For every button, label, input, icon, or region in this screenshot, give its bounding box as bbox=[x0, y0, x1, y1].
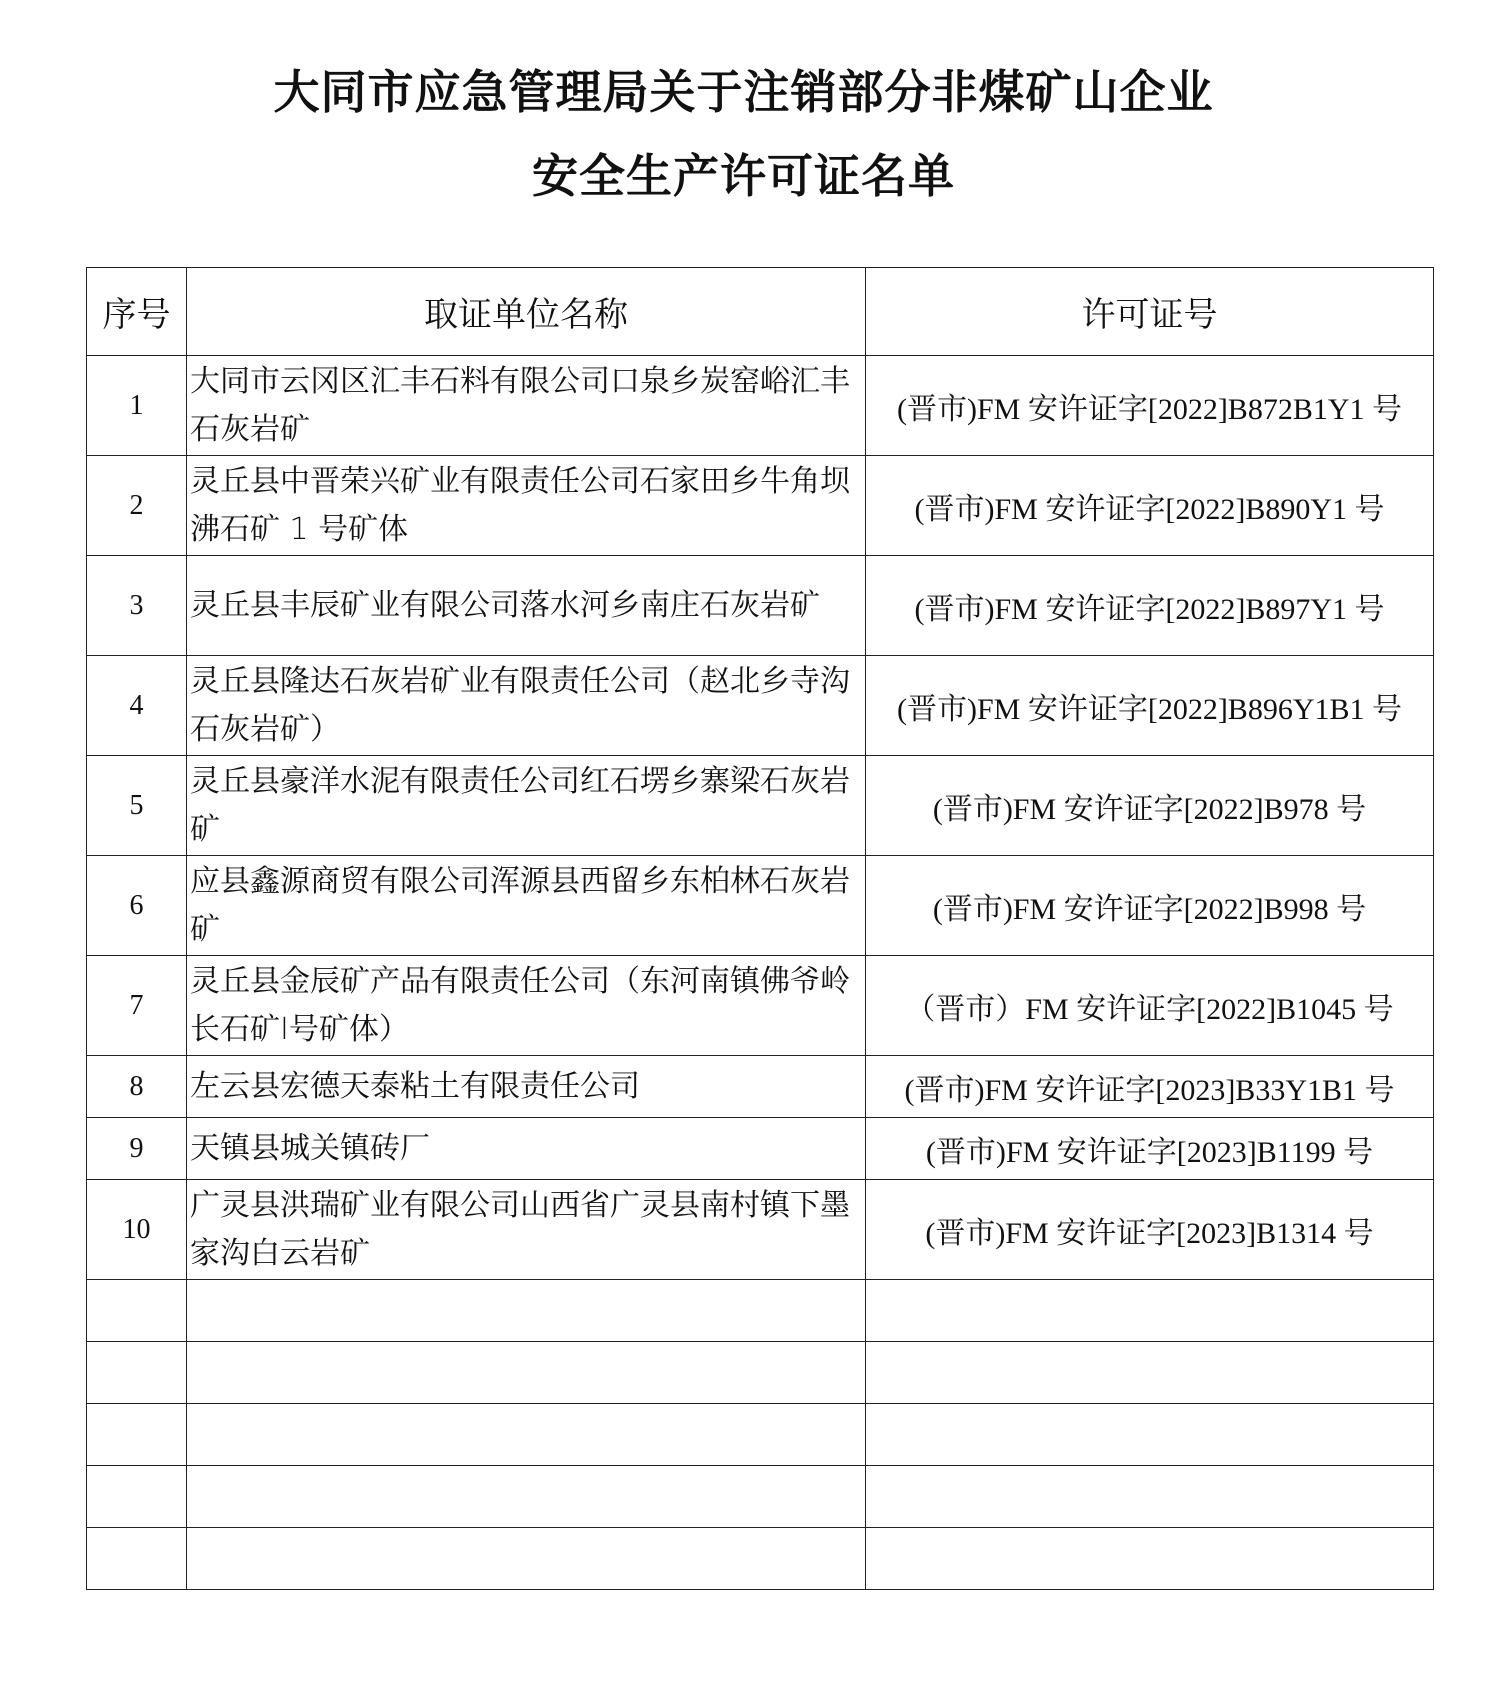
empty-row bbox=[87, 1280, 1434, 1342]
company-name: 大同市云冈区汇丰石料有限公司口泉乡炭窑峪汇丰石灰岩矿 bbox=[187, 356, 866, 456]
table-row bbox=[87, 756, 1434, 856]
row-number: 9 bbox=[87, 1118, 187, 1180]
table-header-row bbox=[87, 268, 1434, 356]
row-number: 8 bbox=[87, 1056, 187, 1118]
empty-cell bbox=[187, 1280, 866, 1342]
table-row bbox=[87, 856, 1434, 956]
company-name: 左云县宏德天泰粘土有限责任公司 bbox=[187, 1056, 866, 1118]
header-license: 许可证号 bbox=[866, 268, 1434, 356]
license-number: (晋市)FM 安许证字[2023]B1314 号 bbox=[866, 1180, 1434, 1280]
empty-cell bbox=[87, 1404, 187, 1466]
empty-cell bbox=[87, 1342, 187, 1404]
license-number: （晋市）FM 安许证字[2022]B1045 号 bbox=[866, 956, 1434, 1056]
license-number: (晋市)FM 安许证字[2022]B998 号 bbox=[866, 856, 1434, 956]
document-title-line1: 大同市应急管理局关于注销部分非煤矿山企业 bbox=[273, 65, 1214, 119]
empty-cell bbox=[187, 1528, 866, 1590]
document-title-line2: 安全生产许可证名单 bbox=[532, 149, 955, 203]
header-name: 取证单位名称 bbox=[187, 268, 866, 356]
license-number: (晋市)FM 安许证字[2022]B897Y1 号 bbox=[866, 556, 1434, 656]
empty-row bbox=[87, 1342, 1434, 1404]
empty-cell bbox=[866, 1528, 1434, 1590]
license-number: (晋市)FM 安许证字[2022]B872B1Y1 号 bbox=[866, 356, 1434, 456]
company-name: 灵丘县豪洋水泥有限责任公司红石塄乡寨梁石灰岩矿 bbox=[187, 756, 866, 856]
company-name: 灵丘县隆达石灰岩矿业有限责任公司（赵北乡寺沟石灰岩矿） bbox=[187, 656, 866, 756]
row-number: 7 bbox=[87, 956, 187, 1056]
license-number: (晋市)FM 安许证字[2022]B896Y1B1 号 bbox=[866, 656, 1434, 756]
table-row bbox=[87, 1180, 1434, 1280]
row-number: 5 bbox=[87, 756, 187, 856]
company-name: 天镇县城关镇砖厂 bbox=[187, 1118, 866, 1180]
row-number: 6 bbox=[87, 856, 187, 956]
license-number: (晋市)FM 安许证字[2023]B1199 号 bbox=[866, 1118, 1434, 1180]
row-number: 4 bbox=[87, 656, 187, 756]
table-row bbox=[87, 456, 1434, 556]
empty-cell bbox=[866, 1404, 1434, 1466]
empty-cell bbox=[866, 1280, 1434, 1342]
license-number: (晋市)FM 安许证字[2022]B890Y1 号 bbox=[866, 456, 1434, 556]
license-number: (晋市)FM 安许证字[2023]B33Y1B1 号 bbox=[866, 1056, 1434, 1118]
company-name: 应县鑫源商贸有限公司浑源县西留乡东柏林石灰岩矿 bbox=[187, 856, 866, 956]
empty-cell bbox=[87, 1466, 187, 1528]
empty-cell bbox=[87, 1280, 187, 1342]
table-row bbox=[87, 356, 1434, 456]
empty-cell bbox=[866, 1342, 1434, 1404]
table-row bbox=[87, 956, 1434, 1056]
empty-row bbox=[87, 1404, 1434, 1466]
row-number: 1 bbox=[87, 356, 187, 456]
table-row bbox=[87, 656, 1434, 756]
table-row bbox=[87, 556, 1434, 656]
license-table bbox=[86, 267, 1434, 1590]
company-name: 广灵县洪瑞矿业有限公司山西省广灵县南村镇下墨家沟白云岩矿 bbox=[187, 1180, 866, 1280]
license-number: (晋市)FM 安许证字[2022]B978 号 bbox=[866, 756, 1434, 856]
empty-row bbox=[87, 1466, 1434, 1528]
empty-cell bbox=[187, 1404, 866, 1466]
empty-cell bbox=[866, 1466, 1434, 1528]
empty-row bbox=[87, 1528, 1434, 1590]
empty-cell bbox=[187, 1466, 866, 1528]
table-row bbox=[87, 1056, 1434, 1118]
row-number: 3 bbox=[87, 556, 187, 656]
company-name: 灵丘县金辰矿产品有限责任公司（东河南镇佛爷岭长石矿Ⅰ号矿体） bbox=[187, 956, 866, 1056]
row-number: 2 bbox=[87, 456, 187, 556]
company-name: 灵丘县中晋荣兴矿业有限责任公司石家田乡牛角坝沸石矿 1 号矿体 bbox=[187, 456, 866, 556]
row-number: 10 bbox=[87, 1180, 187, 1280]
table-row bbox=[87, 1118, 1434, 1180]
header-no: 序号 bbox=[87, 268, 187, 356]
company-name: 灵丘县丰辰矿业有限公司落水河乡南庄石灰岩矿 bbox=[187, 556, 866, 656]
empty-cell bbox=[87, 1528, 187, 1590]
empty-cell bbox=[187, 1342, 866, 1404]
